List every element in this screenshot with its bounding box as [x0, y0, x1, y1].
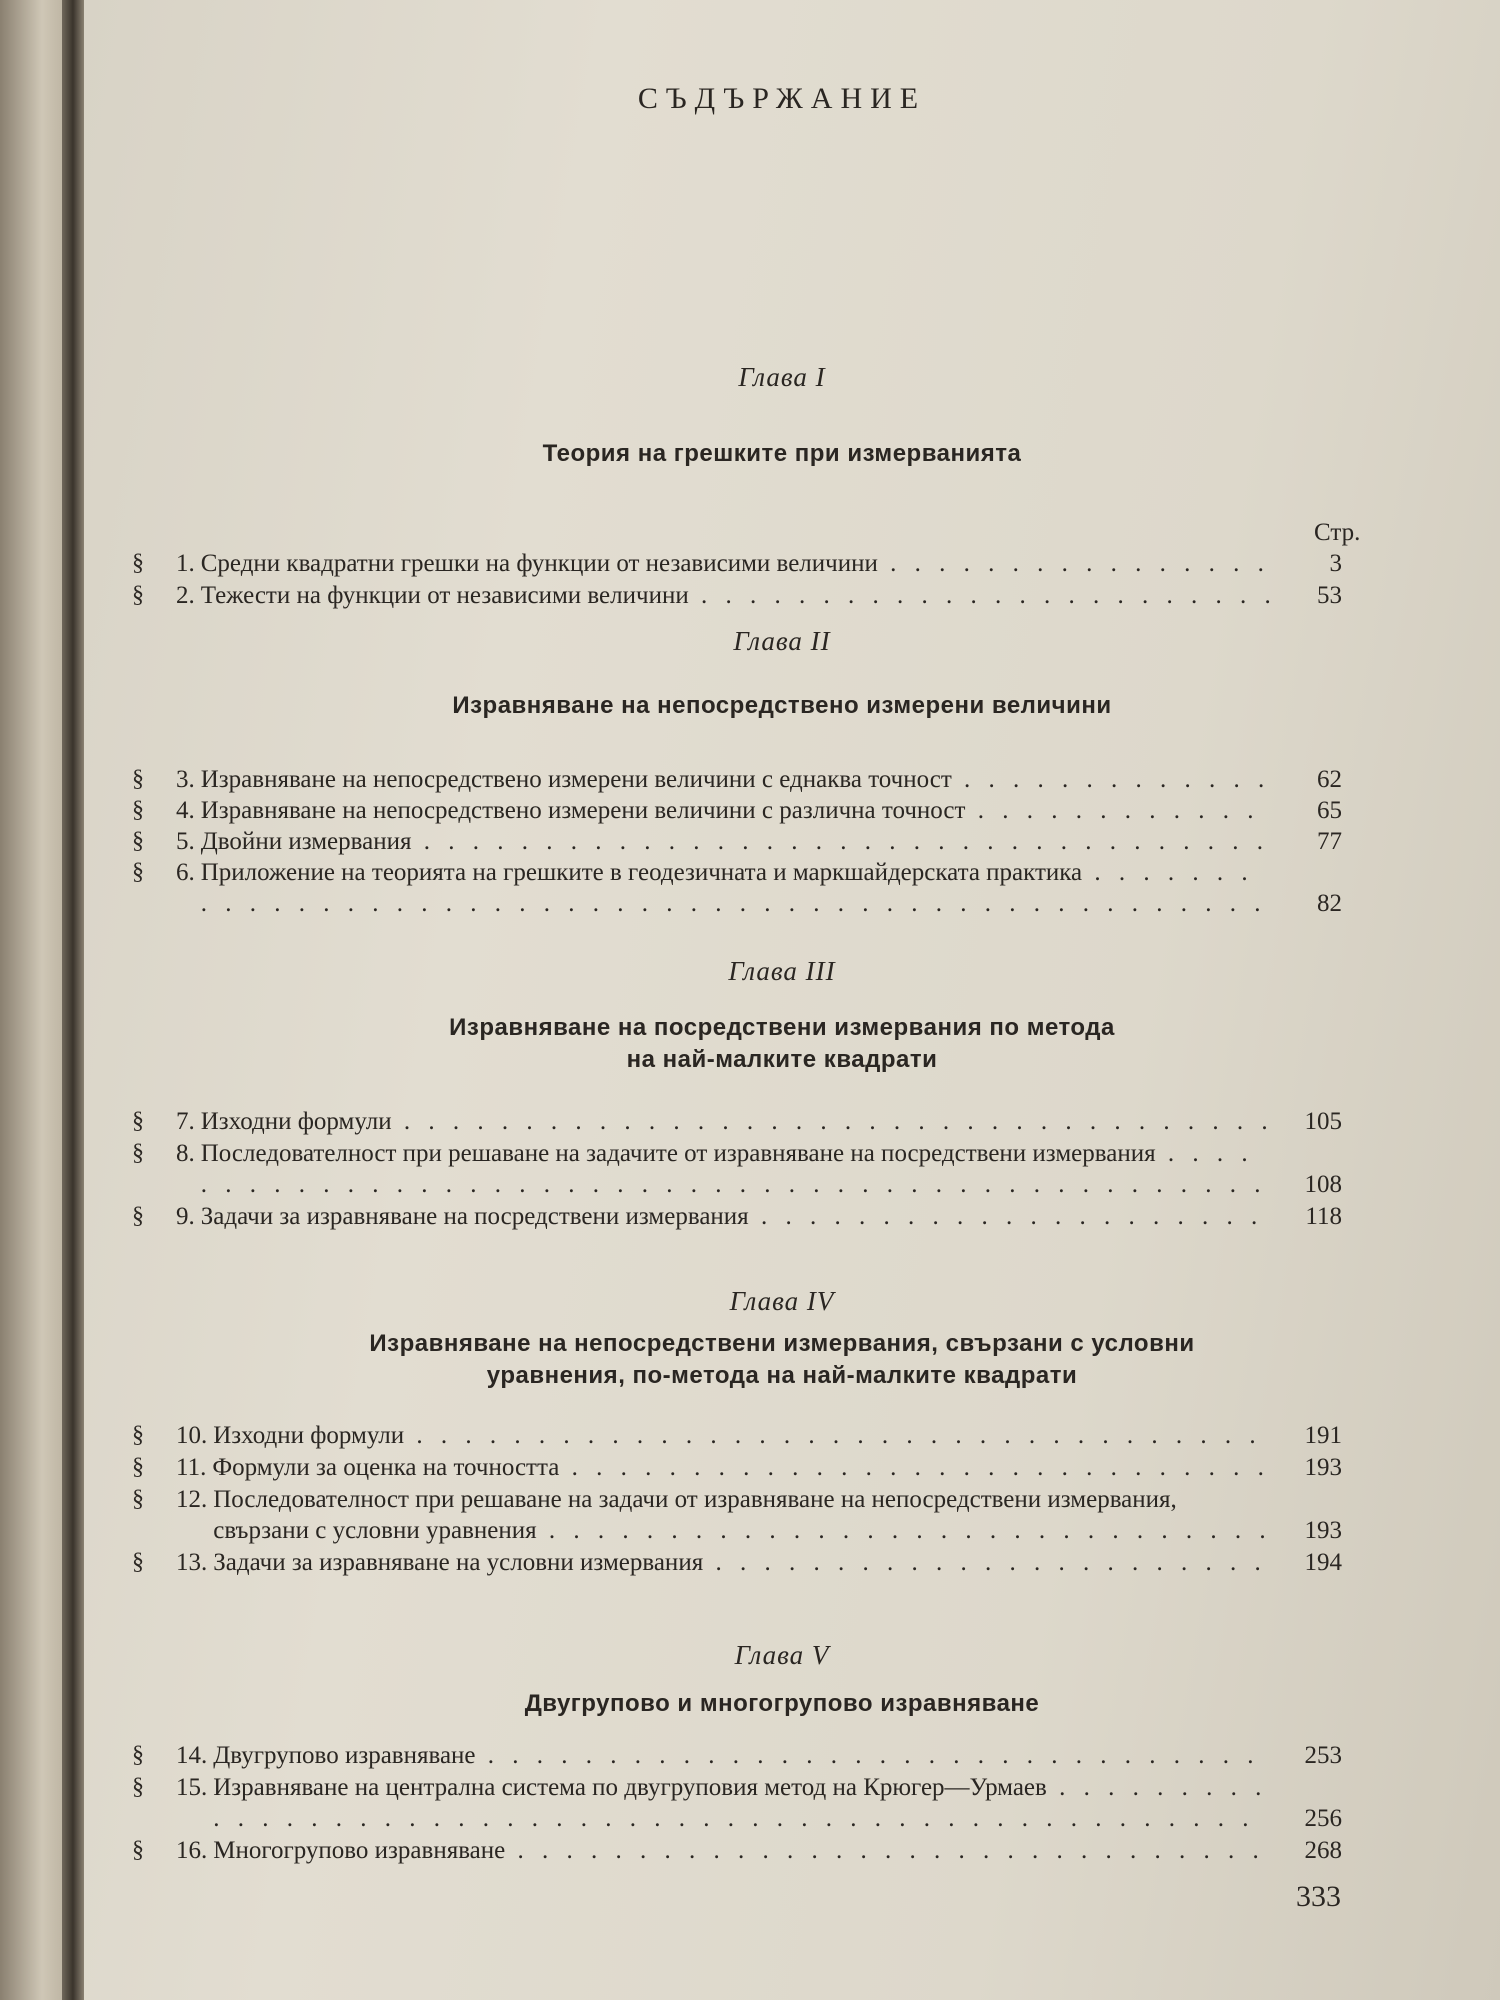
toc-entry-4[interactable]: § 4. Изравняване на непосредствено измерени величини с различна точност . . . 65 — [132, 795, 1342, 826]
toc-entry-14[interactable]: § 14. Двугрупово изравняване . . . 253 — [132, 1740, 1342, 1771]
chapter-2-heading: Изравняване на непосредствено измерени величини — [452, 692, 1112, 719]
toc-entry-page: 62 — [1317, 766, 1342, 793]
section-sign: § — [132, 1108, 144, 1134]
toc-entry-text: Изравняване на непосредствено измерени величини с различна точност . . . — [201, 795, 1272, 826]
toc-entry-text: Задачи за изравняване на посредствени измервания . . . — [201, 1201, 1272, 1232]
section-sign: § — [132, 828, 144, 854]
toc-entry-text: Изходни формули . . . — [201, 1106, 1272, 1137]
toc-entry-16[interactable]: § 16. Многогрупово изравняване . . . 268 — [132, 1835, 1342, 1866]
chapter-4-heading: Изравняване на непосредствени измервания, свързани с условни уравнения, по-метода на най-малките квадрати — [369, 1330, 1195, 1389]
chapter-2-label: Глава II — [733, 626, 831, 656]
toc-entry-page: 105 — [1304, 1108, 1342, 1135]
toc-entry-page: 3 — [1329, 550, 1342, 577]
page-title: СЪДЪРЖАНИЕ — [637, 82, 927, 115]
chapter-5-heading: Двугрупово и многогрупово изравняване — [524, 1690, 1040, 1717]
toc-entry-text: Изходни формули . . . — [213, 1420, 1272, 1451]
toc-entry-page: 108 — [1304, 1171, 1342, 1198]
section-sign: § — [132, 797, 144, 823]
toc-entry-3[interactable]: § 3. Изравняване на непосредствено измерени величини с еднаква точност . . . 62 — [132, 764, 1342, 795]
section-sign: § — [132, 582, 144, 608]
toc-entry-13[interactable]: § 13. Задачи за изравняване на условни измервания . . . 194 — [132, 1547, 1342, 1578]
toc-entry-10[interactable]: § 10. Изходни формули . . . 191 — [132, 1420, 1342, 1451]
section-sign: § — [132, 1203, 144, 1229]
toc-entry-page: 77 — [1317, 828, 1342, 855]
toc-entry-8[interactable]: § 8. Последователност при решаване на задачите от изравняване на посредствени измервания . . . 108 — [132, 1138, 1342, 1200]
section-sign: § — [132, 1549, 144, 1575]
chapter-1-label: Глава I — [738, 362, 826, 392]
toc-entry-page: 256 — [1304, 1805, 1342, 1832]
left-page-edge — [0, 0, 70, 2000]
toc-entry-page: 118 — [1305, 1203, 1342, 1230]
section-sign: § — [132, 1140, 144, 1166]
toc-entry-page: 65 — [1317, 797, 1342, 824]
toc-entry-6[interactable]: § 6. Приложение на теорията на грешките в геодезичната и маркшайдерската практика . . . 82 — [132, 857, 1342, 919]
chapter-3-label: Глава III — [728, 956, 836, 986]
section-sign: § — [132, 1837, 144, 1863]
chapter-1-heading: Теория на грешките при измерванията — [542, 440, 1022, 467]
toc-entry-2[interactable]: § 2. Тежести на функции от независими величини . . . 53 — [132, 580, 1342, 611]
toc-entry-text: Средни квадратни грешки на функции от независими величини . . . — [201, 548, 1272, 579]
page-column-label: Стр. — [1314, 519, 1361, 546]
toc-entry-page: 191 — [1304, 1422, 1342, 1449]
toc-entry-page: 268 — [1304, 1837, 1342, 1864]
toc-entry-7[interactable]: § 7. Изходни формули . . . 105 — [132, 1106, 1342, 1137]
toc-entry-page: 193 — [1304, 1517, 1342, 1544]
toc-entry-text: Двугрупово изравняване . . . — [213, 1740, 1272, 1771]
toc-entry-text: Изравняване на непосредствено измерени величини с еднаква точност . . . — [201, 764, 1272, 795]
toc-entry-page: 194 — [1304, 1549, 1342, 1576]
section-sign: § — [132, 1742, 144, 1768]
section-sign: § — [132, 1454, 144, 1480]
section-sign: § — [132, 1774, 144, 1800]
chapter-4-label: Глава IV — [729, 1286, 835, 1316]
toc-entry-text: Тежести на функции от независими величини . . . — [201, 580, 1272, 611]
toc-entry-11[interactable]: § 11. Формули за оценка на точността . . . 193 — [132, 1452, 1342, 1483]
toc-entry-text: Многогрупово изравняване . . . — [213, 1835, 1272, 1866]
section-sign: § — [132, 550, 144, 576]
book-gutter — [62, 0, 84, 2000]
section-sign: § — [132, 859, 144, 885]
book-page — [84, 0, 1500, 2000]
page-number: 333 — [1296, 1880, 1341, 1913]
toc-entry-page: 193 — [1304, 1454, 1342, 1481]
chapter-3-heading: Изравняване на посредствени измервания по метода на най-малките квадрати — [449, 1014, 1115, 1073]
toc-entry-text: Приложение на теорията на грешките в геодезичната и маркшайдерската практика . . . — [201, 857, 1272, 919]
toc-entry-15[interactable]: § 15. Изравняване на централна система по двугруповия метод на Крюгер—Урмаев . . . 256 — [132, 1772, 1342, 1834]
toc-entry-text: Изравняване на централна система по двугруповия метод на Крюгер—Урмаев . . . — [213, 1772, 1272, 1834]
section-sign: § — [132, 1422, 144, 1448]
toc-entry-text: Задачи за изравняване на условни измервания . . . — [213, 1547, 1272, 1578]
toc-entry-9[interactable]: § 9. Задачи за изравняване на посредствени измервания . . . 118 — [132, 1201, 1342, 1232]
toc-entry-page: 82 — [1317, 890, 1342, 917]
chapter-5-label: Глава V — [734, 1640, 830, 1670]
toc-entry-text: Последователност при решаване на задачи от изравняване на непосредствени измервания, свързани с условни уравнения . . . — [213, 1484, 1272, 1546]
toc-entry-1[interactable]: § 1. Средни квадратни грешки на функции от независими величини . . . 3 — [132, 548, 1342, 579]
toc-entry-5[interactable]: § 5. Двойни измервания . . . 77 — [132, 826, 1342, 857]
toc-entry-12[interactable]: § 12. Последователност при решаване на задачи от изравняване на непосредствени измервания, свързани с условни уравнения . . . 193 — [132, 1484, 1342, 1546]
toc-entry-text: Двойни измервания . . . — [201, 826, 1272, 857]
toc-entry-text: Последователност при решаване на задачите от изравняване на посредствени измервания . . . — [201, 1138, 1272, 1200]
section-sign: § — [132, 766, 144, 792]
section-sign: § — [132, 1486, 144, 1512]
toc-entry-page: 253 — [1304, 1742, 1342, 1769]
toc-entry-page: 53 — [1317, 582, 1342, 609]
toc-entry-text: Формули за оценка на точността . . . — [212, 1452, 1272, 1483]
